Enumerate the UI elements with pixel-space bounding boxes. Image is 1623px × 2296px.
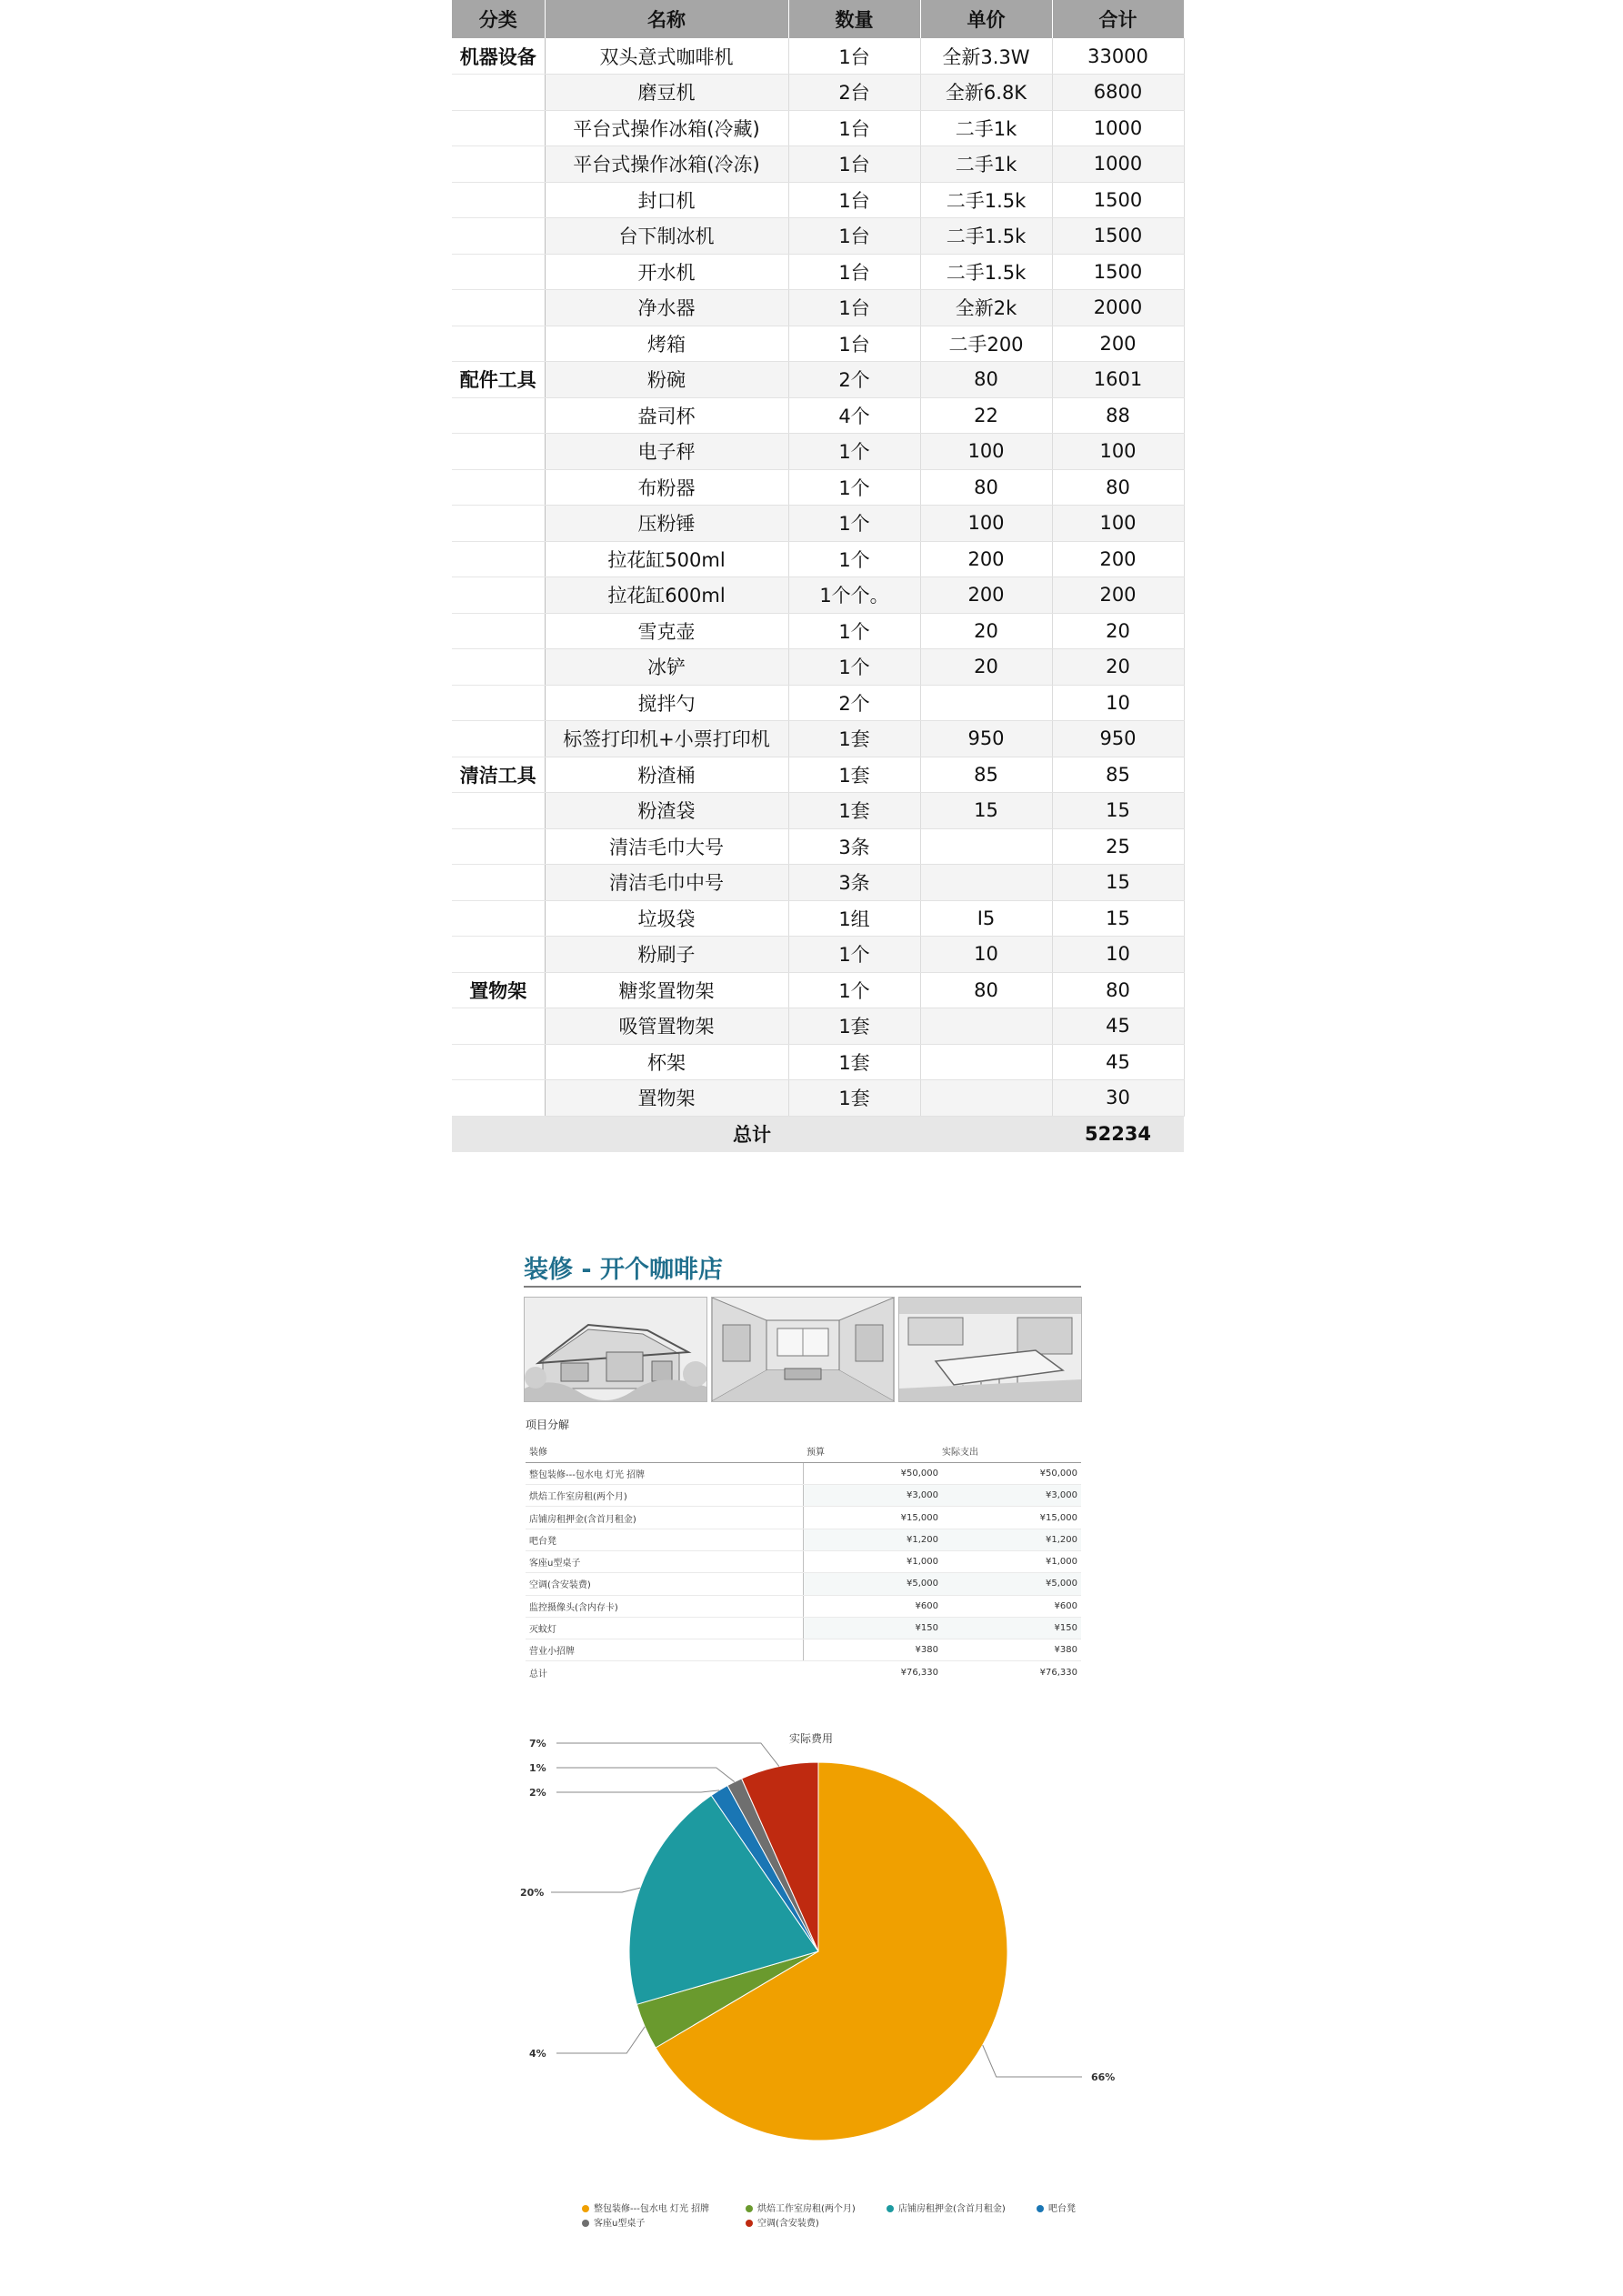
category-cell (452, 218, 545, 255)
pie-leader-line (556, 1768, 735, 1782)
item-subtotal: 100 (1052, 434, 1184, 470)
breakdown-item: 空调(含安装费) (526, 1573, 803, 1595)
legend-label: 客座u型桌子 (594, 2219, 646, 2229)
breakdown-budget: ¥50,000 (803, 1462, 942, 1484)
equipment-table (452, 0, 1185, 1152)
breakdown-actual: ¥15,000 (942, 1507, 1081, 1529)
item-name: 拉花缸600ml (545, 577, 788, 614)
item-subtotal: 100 (1052, 506, 1184, 542)
renovation-title: 装修 - 开个咖啡店 (524, 1256, 724, 1284)
legend-item (582, 2215, 645, 2229)
table-row (452, 110, 1184, 146)
table-row (452, 828, 1184, 865)
item-name: 吸管置物架 (545, 1008, 788, 1045)
item-unit-price: 80 (920, 972, 1052, 1008)
legend-dot-icon (582, 2220, 589, 2227)
breakdown-actual: ¥1,000 (942, 1550, 1081, 1572)
breakdown-budget: ¥3,000 (803, 1485, 942, 1507)
table-row (452, 937, 1184, 973)
header-name: 名称 (545, 0, 788, 38)
item-subtotal: 33000 (1052, 38, 1184, 75)
item-name: 粉刷子 (545, 937, 788, 973)
header-quantity: 数量 (788, 0, 920, 38)
category-cell (452, 613, 545, 649)
item-unit-price: 全新2k (920, 290, 1052, 326)
category-cell (452, 937, 545, 973)
table-row (452, 1080, 1184, 1117)
item-subtotal: 80 (1052, 972, 1184, 1008)
category-cell (452, 326, 545, 362)
category-cell (452, 290, 545, 326)
item-unit-price: 10 (920, 937, 1052, 973)
pie-percent-label: 20% (520, 1887, 545, 1899)
breakdown-item: 灭蚊灯 (526, 1617, 803, 1639)
category-cell (452, 1080, 545, 1117)
renovation-breakdown-table (526, 1440, 1081, 1683)
table-row (452, 290, 1184, 326)
item-unit-price: 二手1k (920, 146, 1052, 183)
category-cell (452, 110, 545, 146)
legend-item (1037, 2201, 1076, 2214)
item-subtotal: 20 (1052, 649, 1184, 686)
item-quantity: 1套 (788, 1080, 920, 1117)
pie-percent-label: 4% (529, 2048, 546, 2060)
item-unit-price: 二手1.5k (920, 182, 1052, 218)
category-cell (452, 1008, 545, 1045)
item-subtotal: 200 (1052, 541, 1184, 577)
category-cell (452, 506, 545, 542)
header-unit-price: 单价 (920, 0, 1052, 38)
legend-dot-icon (582, 2205, 589, 2212)
item-quantity: 1套 (788, 793, 920, 829)
interior-room-sketch-image (711, 1297, 895, 1402)
breakdown-actual: ¥1,200 (942, 1529, 1081, 1550)
item-subtotal: 88 (1052, 397, 1184, 434)
item-quantity: 1个 (788, 613, 920, 649)
table-row (452, 434, 1184, 470)
table-row (452, 397, 1184, 434)
item-quantity: 3条 (788, 828, 920, 865)
table-row (452, 146, 1184, 183)
category-cell (452, 865, 545, 901)
category-cell (452, 182, 545, 218)
item-unit-price: 22 (920, 397, 1052, 434)
item-quantity: 1个 (788, 541, 920, 577)
table-row (526, 1573, 1081, 1595)
item-quantity: 2个 (788, 362, 920, 398)
category-cell (452, 541, 545, 577)
category-cell (452, 75, 545, 111)
table-row (452, 1008, 1184, 1045)
item-name: 磨豆机 (545, 75, 788, 111)
item-unit-price: 全新6.8K (920, 75, 1052, 111)
pie-leader-line (983, 2045, 1082, 2077)
breakdown-item: 整包装修---包水电 灯光 招牌 (526, 1462, 803, 1484)
item-name: 冰铲 (545, 649, 788, 686)
item-name: 杯架 (545, 1044, 788, 1080)
header-subtotal: 合计 (1052, 0, 1184, 38)
item-name: 搅拌勺 (545, 685, 788, 721)
table-row (526, 1529, 1081, 1550)
item-quantity: 1套 (788, 757, 920, 793)
table-row (452, 613, 1184, 649)
category-cell (452, 685, 545, 721)
item-quantity: 1个 (788, 937, 920, 973)
item-subtotal: 45 (1052, 1008, 1184, 1045)
item-unit-price: 950 (920, 721, 1052, 757)
item-unit-price: 80 (920, 469, 1052, 506)
table-row (452, 721, 1184, 757)
breakdown-item: 烘焙工作室房租(两个月) (526, 1485, 803, 1507)
item-subtotal: 45 (1052, 1044, 1184, 1080)
category-cell (452, 146, 545, 183)
item-quantity: 1个 (788, 972, 920, 1008)
table-row (452, 900, 1184, 937)
category-cell (452, 469, 545, 506)
item-quantity: 1台 (788, 218, 920, 255)
table-row (452, 649, 1184, 686)
item-unit-price: 20 (920, 649, 1052, 686)
item-quantity: 1台 (788, 326, 920, 362)
item-subtotal: 1000 (1052, 110, 1184, 146)
item-subtotal: 15 (1052, 793, 1184, 829)
item-name: 垃圾袋 (545, 900, 788, 937)
category-cell (452, 828, 545, 865)
breakdown-actual: ¥380 (942, 1639, 1081, 1661)
category-cell (452, 793, 545, 829)
item-name: 封口机 (545, 182, 788, 218)
table-row (452, 685, 1184, 721)
item-unit-price (920, 1044, 1052, 1080)
item-unit-price (920, 865, 1052, 901)
item-unit-price: 200 (920, 541, 1052, 577)
legend-label: 吧台凳 (1048, 2204, 1076, 2214)
item-name: 清洁毛巾中号 (545, 865, 788, 901)
breakdown-budget: ¥150 (803, 1617, 942, 1639)
pie-percent-label: 1% (529, 1762, 546, 1774)
item-quantity: 1台 (788, 38, 920, 75)
breakdown-total-actual: ¥76,330 (942, 1661, 1081, 1683)
item-subtotal: 10 (1052, 685, 1184, 721)
item-name: 清洁毛巾大号 (545, 828, 788, 865)
item-name: 压粉锤 (545, 506, 788, 542)
breakdown-actual: ¥5,000 (942, 1573, 1081, 1595)
item-unit-price: 全新3.3W (920, 38, 1052, 75)
table-row (526, 1507, 1081, 1529)
legend-dot-icon (746, 2205, 753, 2212)
item-quantity: 1台 (788, 254, 920, 290)
item-subtotal: 950 (1052, 721, 1184, 757)
breakdown-budget: ¥1,000 (803, 1550, 942, 1572)
equipment-table-body (452, 38, 1184, 1116)
legend-label: 空调(含安装费) (757, 2219, 819, 2229)
table-row (452, 506, 1184, 542)
item-quantity: 1个个。 (788, 577, 920, 614)
item-subtotal: 15 (1052, 900, 1184, 937)
equipment-total-label: 总计 (452, 1116, 1052, 1152)
breakdown-total-label: 总计 (526, 1661, 803, 1683)
item-quantity: 1台 (788, 290, 920, 326)
breakdown-item: 监控摄像头(含内存卡) (526, 1595, 803, 1617)
legend-item (582, 2201, 709, 2214)
item-subtotal: 25 (1052, 828, 1184, 865)
item-name: 净水器 (545, 290, 788, 326)
item-name: 标签打印机+小票打印机 (545, 721, 788, 757)
table-row (452, 1044, 1184, 1080)
item-name: 布粉器 (545, 469, 788, 506)
breakdown-item: 店铺房租押金(含首月租金) (526, 1507, 803, 1529)
legend-item (887, 2201, 1006, 2214)
item-name: 电子秤 (545, 434, 788, 470)
breakdown-budget: ¥1,200 (803, 1529, 942, 1550)
item-quantity: 1个 (788, 469, 920, 506)
legend-item (746, 2215, 819, 2229)
breakdown-header-item: 装修 (526, 1440, 803, 1462)
item-unit-price: 100 (920, 434, 1052, 470)
item-quantity: 1个 (788, 434, 920, 470)
breakdown-item: 客座u型桌子 (526, 1550, 803, 1572)
category-label: 清洁工具 (452, 757, 545, 793)
item-subtotal: 1500 (1052, 254, 1184, 290)
item-subtotal: 85 (1052, 757, 1184, 793)
item-quantity: 1套 (788, 1044, 920, 1080)
item-unit-price: 二手1.5k (920, 254, 1052, 290)
item-subtotal: 1500 (1052, 182, 1184, 218)
breakdown-total-budget: ¥76,330 (803, 1661, 942, 1683)
table-row (452, 254, 1184, 290)
pie-chart-title: 实际费用 (789, 1732, 834, 1745)
legend-dot-icon (887, 2205, 894, 2212)
item-name: 平台式操作冰箱(冷藏) (545, 110, 788, 146)
item-name: 烤箱 (545, 326, 788, 362)
pie-leader-line (556, 1790, 719, 1792)
breakdown-body (526, 1462, 1081, 1661)
table-row (452, 757, 1184, 793)
table-row (452, 75, 1184, 111)
breakdown-item: 吧台凳 (526, 1529, 803, 1550)
pie-leader-line (551, 1888, 640, 1892)
pie-leader-line (556, 2027, 645, 2053)
item-quantity: 1组 (788, 900, 920, 937)
item-name: 双头意式咖啡机 (545, 38, 788, 75)
equipment-table-header (452, 0, 1184, 38)
table-row (526, 1550, 1081, 1572)
legend-label: 烘焙工作室房租(两个月) (757, 2204, 856, 2214)
item-subtotal: 200 (1052, 577, 1184, 614)
table-row (526, 1639, 1081, 1661)
breakdown-actual: ¥3,000 (942, 1485, 1081, 1507)
table-row (452, 793, 1184, 829)
table-row (452, 865, 1184, 901)
item-subtotal: 6800 (1052, 75, 1184, 111)
category-cell (452, 397, 545, 434)
item-subtotal: 10 (1052, 937, 1184, 973)
breakdown-budget: ¥600 (803, 1595, 942, 1617)
header-category: 分类 (452, 0, 545, 38)
item-quantity: 2个 (788, 685, 920, 721)
item-quantity: 1台 (788, 146, 920, 183)
category-label: 机器设备 (452, 38, 545, 75)
item-subtotal: 30 (1052, 1080, 1184, 1117)
item-unit-price: 二手200 (920, 326, 1052, 362)
item-quantity: 1套 (788, 1008, 920, 1045)
category-cell (452, 577, 545, 614)
equipment-total-value: 52234 (1052, 1116, 1184, 1152)
table-row (452, 182, 1184, 218)
breakdown-actual: ¥150 (942, 1617, 1081, 1639)
item-quantity: 1台 (788, 182, 920, 218)
actual-cost-pie-chart (491, 1709, 1146, 2164)
table-row (452, 469, 1184, 506)
breakdown-budget: ¥380 (803, 1639, 942, 1661)
category-cell (452, 721, 545, 757)
item-subtotal: 15 (1052, 865, 1184, 901)
table-row (452, 38, 1184, 75)
item-quantity: 1台 (788, 110, 920, 146)
item-unit-price (920, 685, 1052, 721)
item-quantity: 1个 (788, 506, 920, 542)
table-row (452, 326, 1184, 362)
breakdown-actual: ¥50,000 (942, 1462, 1081, 1484)
breakdown-budget: ¥5,000 (803, 1573, 942, 1595)
category-label: 置物架 (452, 972, 545, 1008)
item-unit-price: 15 (920, 793, 1052, 829)
breakdown-header-budget: 预算 (803, 1440, 942, 1462)
item-name: 平台式操作冰箱(冷冻) (545, 146, 788, 183)
category-cell (452, 434, 545, 470)
item-name: 粉渣袋 (545, 793, 788, 829)
category-cell (452, 900, 545, 937)
table-row (452, 541, 1184, 577)
item-name: 雪克壶 (545, 613, 788, 649)
item-unit-price: I5 (920, 900, 1052, 937)
table-row (452, 577, 1184, 614)
item-subtotal: 2000 (1052, 290, 1184, 326)
pie-percent-label: 2% (529, 1787, 546, 1799)
table-row (526, 1485, 1081, 1507)
table-row (526, 1617, 1081, 1639)
table-row (452, 362, 1184, 398)
item-name: 置物架 (545, 1080, 788, 1117)
pie-percent-label: 66% (1091, 2071, 1116, 2083)
table-row (526, 1462, 1081, 1484)
item-unit-price: 100 (920, 506, 1052, 542)
item-name: 台下制冰机 (545, 218, 788, 255)
item-unit-price: 80 (920, 362, 1052, 398)
item-subtotal: 1000 (1052, 146, 1184, 183)
item-subtotal: 200 (1052, 326, 1184, 362)
breakdown-actual: ¥600 (942, 1595, 1081, 1617)
item-quantity: 2台 (788, 75, 920, 111)
table-row (452, 972, 1184, 1008)
item-unit-price: 20 (920, 613, 1052, 649)
breakdown-header-actual: 实际支出 (942, 1440, 1081, 1462)
item-name: 粉碗 (545, 362, 788, 398)
item-unit-price (920, 828, 1052, 865)
item-subtotal: 20 (1052, 613, 1184, 649)
table-row (452, 218, 1184, 255)
legend-label: 店铺房租押金(含首月租金) (898, 2204, 1006, 2214)
item-subtotal: 80 (1052, 469, 1184, 506)
item-name: 开水机 (545, 254, 788, 290)
item-subtotal: 1500 (1052, 218, 1184, 255)
item-name: 盎司杯 (545, 397, 788, 434)
item-quantity: 1套 (788, 721, 920, 757)
item-subtotal: 1601 (1052, 362, 1184, 398)
item-name: 糖浆置物架 (545, 972, 788, 1008)
category-label: 配件工具 (452, 362, 545, 398)
breakdown-item: 营业小招牌 (526, 1639, 803, 1661)
item-quantity: 3条 (788, 865, 920, 901)
breakdown-total-row (526, 1661, 1081, 1683)
category-cell (452, 254, 545, 290)
item-unit-price: 85 (920, 757, 1052, 793)
legend-dot-icon (746, 2220, 753, 2227)
category-cell (452, 1044, 545, 1080)
breakdown-label: 项目分解 (526, 1419, 570, 1431)
legend-dot-icon (1037, 2205, 1044, 2212)
category-cell (452, 649, 545, 686)
item-name: 粉渣桶 (545, 757, 788, 793)
pie-percent-label: 7% (529, 1738, 546, 1750)
equipment-total-row (452, 1116, 1184, 1152)
item-unit-price: 二手1k (920, 110, 1052, 146)
breakdown-budget: ¥15,000 (803, 1507, 942, 1529)
table-row (526, 1595, 1081, 1617)
legend-label: 整包装修---包水电 灯光 招牌 (594, 2204, 710, 2214)
kitchen-sketch-image (898, 1297, 1082, 1402)
title-divider (524, 1286, 1081, 1288)
legend-item (746, 2201, 856, 2214)
item-quantity: 1个 (788, 649, 920, 686)
pie-leader-line (556, 1743, 779, 1767)
item-unit-price: 200 (920, 577, 1052, 614)
item-unit-price (920, 1008, 1052, 1045)
item-unit-price (920, 1080, 1052, 1117)
house-exterior-sketch-image (524, 1297, 707, 1402)
item-unit-price: 二手1.5k (920, 218, 1052, 255)
item-quantity: 4个 (788, 397, 920, 434)
breakdown-header-row (526, 1440, 1081, 1462)
item-name: 拉花缸500ml (545, 541, 788, 577)
